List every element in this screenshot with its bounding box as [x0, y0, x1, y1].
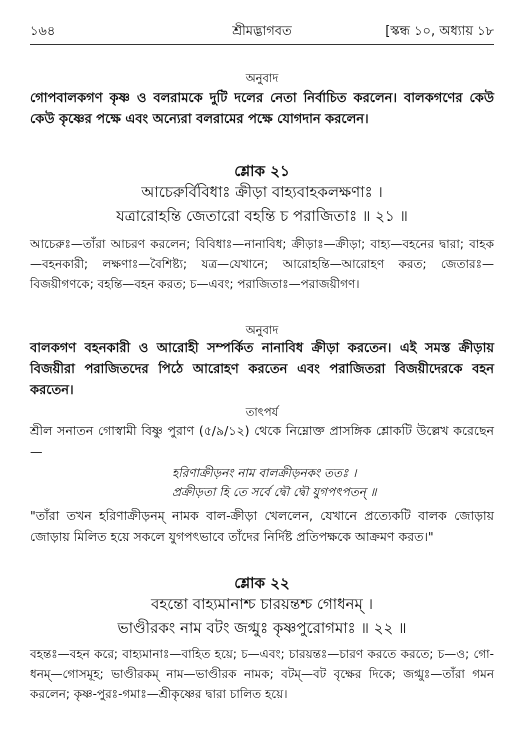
verse-22-line-1: বহন্তো বাহ্যমানাশ্চ চারয়ন্তশ্চ গোধনম্ । — [151, 595, 373, 613]
intro-translation-heading: অনুবাদ — [245, 71, 279, 85]
verse-21-synonyms: আচেরুঃ—তাঁরা আচরণ করলেন; বিবিধাঃ—নানাবিধ; ক্রীড়াঃ—ক্রীড়া; বাহ্য—বহনের দ্বারা; বাহক—বহনকারী; লক্ষণাঃ—বৈশিষ্ট্য; যত্র—যেখানে; আরোহন্তি—আরোহণ করত; জেতারঃ—বিজয়ীগণকে; বহন্তি—বহন করত; চ—এবং; পরাজিতাঃ—পরাজয়ীগণ। — [30, 237, 494, 291]
book-title: শ্রীমদ্ভাগবত — [232, 24, 292, 39]
purport-text: "তাঁরা তখন হরিণাক্রীড়নম্ নামক বাল-ক্রীড়া খেললেন, যেখানে প্রত্যেকটি বালক জোড়ায় জোড়ায় মিলিত হয়ে সকলে যুগপৎভাবে তাঁদের নির্দিষ্ট প্রতিপক্ষকে আক্রমণ করত।" — [30, 508, 494, 544]
intro-translation-text: গোপবালকগণ কৃষ্ণ ও বলরামকে দুটি দলের নেতা নির্বাচিত করলেন। বালকগণের কেউ কেউ কৃষ্ণের পক্ষে এবং অন্যেরা বলরামের পক্ষে যোগদান করলেন। — [30, 91, 494, 127]
verse-21-translation: বালকগণ বহনকারী ও আরোহী সম্পর্কিত নানাবিধ ক্রীড়া করতেন। এই সমস্ত ক্রীড়ায় বিজয়ীরা পরাজিতদের পিঠে আরোহণ করতেন এবং পরাজিতরা বিজয়ীদেরকে বহন করতেন। — [30, 341, 494, 398]
verse-22-synonyms: বহন্তঃ—বহন করে; বাহ্যমানাঃ—বাহিত হয়ে; চ—এবং; চারয়ন্তঃ—চারণ করতে করতে; চ—ও; গো-ধনম্—গোসমূহ; ভাণ্ডীরকম্ নাম—ভাণ্ডীরক নামক; বটম্—বট বৃক্ষের দিকে; জগ্মুঃ—তাঁরা গমন করলেন; কৃষ্ণ-পুরঃ-গমাঃ—শ্রীকৃষ্ণের দ্বারা চালিত হয়ে। — [30, 647, 494, 701]
verse-21-line-2: যত্রারোহন্তি জেতারো বহন্তি চ পরাজিতাঃ ॥ ২১ ॥ — [116, 207, 408, 225]
verse-22-line-2: ভাণ্ডীরকং নাম বটং জগ্মুঃ কৃষ্ণপুরোগমাঃ ॥ ২২ ॥ — [117, 619, 407, 637]
verse-21-title: শ্লোক ২১ — [234, 162, 290, 180]
running-header — [30, 22, 494, 44]
purport-quote-line-1: হরিণাক্রীড়নং নাম বালক্রীড়নকং ততঃ । — [172, 466, 357, 480]
verse-22-title: শ্লোক ২২ — [234, 574, 290, 592]
section-reference: [স্কন্ধ ১০, অধ্যায় ১৮ — [385, 24, 494, 39]
verse-21-line-1: আচেরুর্বিবিধাঃ ক্রীড়া বাহ্যবাহকলক্ষণাঃ । — [141, 183, 383, 201]
page-number: ১৬৪ — [30, 24, 56, 39]
purport-heading: তাৎপর্য — [245, 405, 279, 419]
header-rule — [30, 44, 494, 45]
purport-intro: শ্রীল সনাতন গোস্বামী বিষ্ণু পুরাণ (৫/৯/১২) থেকে নিম্নোক্ত প্রাসঙ্গিক শ্লোকটি উল্লেখ করেছেন— — [30, 423, 494, 459]
purport-quote-line-2: প্রক্রীড়তা হি তে সর্বে দ্বৌ দ্বৌ যুগপৎপতন্ ॥ — [172, 485, 377, 499]
verse-21-translation-heading: অনুবাদ — [245, 323, 279, 337]
